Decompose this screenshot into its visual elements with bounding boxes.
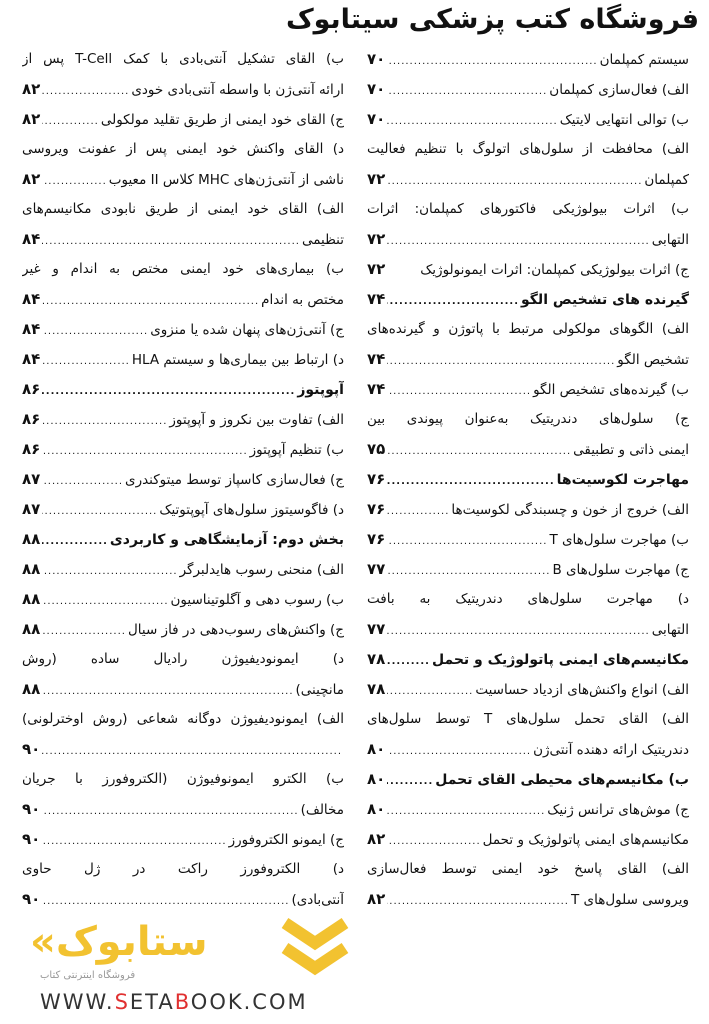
toc-entry xyxy=(367,464,689,494)
page-number: ۸۴ xyxy=(22,320,41,338)
toc-entry xyxy=(367,644,689,674)
toc-entry-title: گیرنده های تشخیص الگو xyxy=(521,292,689,308)
toc-entry-title: کمپلمان xyxy=(644,172,689,188)
page-number: ۸۶ xyxy=(22,410,41,428)
toc-entry-title: ب) گیرنده‌های تشخیص الگو xyxy=(533,382,689,398)
page-number: ۸۲ xyxy=(367,890,386,908)
toc-entry xyxy=(22,254,344,284)
dot-leader xyxy=(387,347,615,374)
chevron-logo-icon xyxy=(280,918,350,978)
page-number: ۸۸ xyxy=(22,590,41,608)
toc-entry-title: د) القای واکنش خود ایمنی پس از عفونت ویروسی xyxy=(22,141,344,157)
toc-entry-title: الف) القای تحمل سلول‌های T توسط سلول‌های xyxy=(367,711,689,727)
toc-entry xyxy=(22,644,344,674)
dot-leader xyxy=(42,317,148,344)
page-number: ۸۸ xyxy=(22,530,41,548)
toc-entry-title: ج) القای خود ایمنی از طریق تقلید مولکولی xyxy=(100,112,344,128)
toc-entry xyxy=(367,674,689,704)
toc-entry xyxy=(22,494,344,524)
toc-entry-title: ج) واکنش‌های رسوب‌دهی در فاز سیال xyxy=(127,622,344,638)
toc-entry-title: التهابی xyxy=(651,622,689,638)
toc-entry xyxy=(367,134,689,164)
page-number: ۷۸ xyxy=(367,680,386,698)
toc-entry xyxy=(367,224,689,254)
toc-entry-title: ب) بیماری‌های خود ایمنی مختص به اندام و غیر xyxy=(22,261,344,277)
toc-entry-title: مانچینی) xyxy=(295,682,344,698)
dot-leader xyxy=(387,77,547,104)
toc-entry xyxy=(22,554,344,584)
toc-entry xyxy=(22,614,344,644)
dot-leader xyxy=(387,677,473,704)
toc-entry-title: الف) فعال‌سازی کمپلمان xyxy=(549,82,689,98)
dot-leader xyxy=(387,527,547,554)
logo-url: WWW.SETABOOK.COM xyxy=(40,990,308,1014)
toc-entry-title: ج) موش‌های ترانس ژنیک xyxy=(547,802,689,818)
page-number: ۸۰ xyxy=(367,740,386,758)
page-number: ۸۲ xyxy=(22,170,41,188)
toc-entry xyxy=(22,374,344,404)
dot-leader xyxy=(387,617,649,644)
page-number: ۷۲ xyxy=(367,230,386,248)
toc-entry xyxy=(367,584,689,614)
toc-entry xyxy=(22,794,344,824)
toc-entry-title: ایمنی ذاتی و تطبیقی xyxy=(573,442,689,458)
dot-leader xyxy=(42,797,298,824)
toc-entry xyxy=(367,104,689,134)
dot-leader xyxy=(42,167,106,194)
page-number: ۸۲ xyxy=(367,830,386,848)
dot-leader xyxy=(387,497,449,524)
toc-entry-title: الف) الگوهای مولکولی مرتبط با پاتوژن و گیرنده‌های xyxy=(367,321,689,337)
toc-entry xyxy=(367,74,689,104)
toc-entry xyxy=(22,854,344,884)
page-number: ۷۴ xyxy=(367,380,386,398)
toc-entry xyxy=(367,344,689,374)
toc-entry xyxy=(22,884,344,914)
page-number: ۷۰ xyxy=(367,110,386,128)
toc-entry-title: الف) ایمونودیفیوژن دوگانه شعاعی (روش اوخترلونی) xyxy=(22,711,344,727)
dot-leader xyxy=(42,107,99,134)
page-number: ۹۰ xyxy=(22,740,41,758)
toc-entry-title: مکانیسم‌های ایمنی پاتولوژیک و تحمل xyxy=(431,652,689,668)
page-number: ۸۴ xyxy=(22,290,41,308)
dot-leader xyxy=(387,797,545,824)
toc-entry xyxy=(22,704,344,734)
dot-leader xyxy=(387,767,433,794)
toc-entry xyxy=(367,194,689,224)
page-number: ۸۸ xyxy=(22,560,41,578)
toc-entry-title: ب) مهاجرت سلول‌های T xyxy=(549,532,689,548)
page-number: ۸۰ xyxy=(367,800,386,818)
dot-leader xyxy=(387,287,519,314)
dot-leader xyxy=(387,647,430,674)
page-number: ۷۶ xyxy=(367,530,386,548)
toc-entry xyxy=(367,404,689,434)
toc-entry xyxy=(367,434,689,464)
toc-entry xyxy=(367,524,689,554)
page-number: ۷۷ xyxy=(367,560,386,578)
dot-leader xyxy=(387,167,642,194)
toc-entry-title: الف) انواع واکنش‌های ازدیاد حساسیت xyxy=(475,682,689,698)
page-number: ۷۵ xyxy=(367,440,386,458)
toc-entry xyxy=(367,794,689,824)
toc-entry xyxy=(22,524,344,554)
toc-entry-title: مختص به اندام xyxy=(261,292,344,308)
toc-entry xyxy=(367,764,689,794)
toc-entry xyxy=(367,494,689,524)
toc-entry-title: د) مهاجرت سلول‌های دندریتیک به بافت xyxy=(367,591,689,607)
toc-entry-title: ج) ایمونو الکتروفورز xyxy=(228,832,344,848)
toc-entry xyxy=(22,284,344,314)
dot-leader xyxy=(387,227,649,254)
logo-mark-icon: «ستابوک xyxy=(30,919,208,965)
page-number: ۸۴ xyxy=(22,230,41,248)
toc-entry xyxy=(22,224,344,254)
dot-leader xyxy=(42,77,129,104)
toc-entry-title: ب) القای تشکیل آنتی‌بادی با کمک T-Cell پس از xyxy=(22,51,344,67)
toc-entry-title: د) الکتروفورز راکت در ژل حاوی xyxy=(22,861,344,877)
toc-entry-title: ویروسی سلول‌های T xyxy=(570,892,689,908)
dot-leader xyxy=(387,887,569,914)
toc-entry xyxy=(367,614,689,644)
toc-entry-title: ب) تنظیم آپوپتوز xyxy=(249,442,344,458)
toc-entry xyxy=(367,734,689,764)
page-number: ۸۲ xyxy=(22,80,41,98)
setabook-logo xyxy=(30,918,360,1022)
page-number: ۸۰ xyxy=(367,770,386,788)
toc-entry xyxy=(22,824,344,854)
toc-entry-title: ج) اثرات بیولوژیکی کمپلمان: اثرات ایمونولوژیک xyxy=(420,262,689,278)
toc-entry-title: ب) رسوب دهی و آگلوتیناسیون xyxy=(170,592,344,608)
toc-entry xyxy=(22,734,344,764)
toc-entry-title: د) ارتباط بین بیماری‌ها و سیستم HLA xyxy=(131,352,344,368)
toc-entry xyxy=(22,764,344,794)
toc-entry-title: تشخیص الگو xyxy=(617,352,689,368)
toc-entry-title: الف) تفاوت بین نکروز و آپوپتوز xyxy=(169,412,344,428)
toc-entry xyxy=(367,44,689,74)
toc-entry xyxy=(367,824,689,854)
toc-entry-title: سیستم کمپلمان xyxy=(599,52,689,68)
toc-entry-title: ج) سلول‌های دندریتیک به‌عنوان پیوندی بین xyxy=(367,411,689,427)
page-number: ۸۷ xyxy=(22,500,41,518)
toc-entry xyxy=(22,404,344,434)
toc-entry-title: ب) مکانیسم‌های محیطی القای تحمل xyxy=(435,772,689,788)
page-number: ۸۸ xyxy=(22,620,41,638)
toc-entry-title: ارائه آنتی‌ژن با واسطه آنتی‌بادی خودی xyxy=(131,82,344,98)
page-number: ۷۲ xyxy=(367,260,386,278)
dot-leader xyxy=(42,227,300,254)
dot-leader xyxy=(42,587,168,614)
dot-leader xyxy=(387,377,531,404)
toc-entry-title: آنتی‌بادی) xyxy=(291,892,344,908)
dot-leader xyxy=(42,437,247,464)
toc-entry xyxy=(367,704,689,734)
page-number: ۸۴ xyxy=(22,350,41,368)
page-number: ۷۰ xyxy=(367,50,386,68)
page-number: ۷۰ xyxy=(367,80,386,98)
toc-entry-title: ج) آنتی‌ژن‌های پنهان شده یا منزوی xyxy=(150,322,344,338)
dot-leader xyxy=(42,377,295,404)
dot-leader xyxy=(42,617,126,644)
dot-leader xyxy=(42,467,123,494)
page-number: ۷۷ xyxy=(367,620,386,638)
toc-entry xyxy=(22,674,344,704)
page-number: ۷۲ xyxy=(367,170,386,188)
toc-entry xyxy=(22,464,344,494)
toc-entry-title: ناشی از آنتی‌ژن‌های MHC کلاس II معیوب xyxy=(108,172,344,188)
page-number: ۹۰ xyxy=(22,800,41,818)
dot-leader xyxy=(42,557,177,584)
toc-entry-title: تنظیمی xyxy=(301,232,344,248)
dot-leader xyxy=(42,497,157,524)
toc-entry-title: آپوپتوز xyxy=(297,382,344,398)
toc-entry-title: مهاجرت لکوسیت‌ها xyxy=(556,472,689,488)
toc-left-column xyxy=(22,44,344,914)
dot-leader xyxy=(387,47,597,74)
page-number: ۸۲ xyxy=(22,110,41,128)
toc-entry-title: ب) اثرات بیولوژیکی فاکتورهای کمپلمان: اثرات xyxy=(367,201,689,217)
page-number: ۹۰ xyxy=(22,830,41,848)
dot-leader xyxy=(42,677,293,704)
page-number: ۷۶ xyxy=(367,500,386,518)
dot-leader xyxy=(387,437,571,464)
dot-leader xyxy=(42,347,130,374)
toc-entry xyxy=(367,254,689,284)
toc-entry-title: الف) محافظت از سلول‌های اتولوگ با تنظیم فعالیت xyxy=(367,141,689,157)
toc-entry-title: د) ایمونودیفیوژن رادیال ساده (روش xyxy=(22,651,344,667)
page-number: ۷۴ xyxy=(367,350,386,368)
toc-entry xyxy=(367,314,689,344)
toc-entry xyxy=(22,194,344,224)
toc-entry xyxy=(22,104,344,134)
page-number: ۸۸ xyxy=(22,680,41,698)
toc-entry-title: د) فاگوسیتوز سلول‌های آپوپتوتیک xyxy=(159,502,344,518)
toc-entry xyxy=(367,884,689,914)
toc-entry xyxy=(22,584,344,614)
toc-entry-title: الف) القای پاسخ خود ایمنی توسط فعال‌سازی xyxy=(367,861,689,877)
watermark-title: فروشگاه کتب پزشکی سیتابوک xyxy=(285,4,699,35)
toc-entry-title: ج) فعال‌سازی کاسپاز توسط میتوکندری xyxy=(125,472,344,488)
toc-entry-title: الف) منحنی رسوب هایدلبرگر xyxy=(179,562,344,578)
toc-entry xyxy=(22,164,344,194)
toc-entry xyxy=(367,284,689,314)
toc-entry-title: دندریتیک ارائه دهنده آنتی‌ژن xyxy=(533,742,689,758)
toc-entry-title: التهابی xyxy=(651,232,689,248)
page-number: ۸۷ xyxy=(22,470,41,488)
dot-leader xyxy=(42,887,289,914)
dot-leader xyxy=(42,407,167,434)
toc-entry xyxy=(367,854,689,884)
toc-entry-title: مکانیسم‌های ایمنی پاتولوژیک و تحمل xyxy=(482,832,689,848)
dot-leader xyxy=(42,827,226,854)
dot-leader xyxy=(387,827,480,854)
logo-tagline: فروشگاه اینترنتی کتاب xyxy=(40,970,136,981)
dot-leader xyxy=(42,737,342,764)
dot-leader xyxy=(387,737,531,764)
toc-right-column xyxy=(367,44,689,914)
dot-leader xyxy=(387,557,550,584)
toc-entry xyxy=(367,374,689,404)
toc-entry xyxy=(22,74,344,104)
toc-entry-title: الف) القای خود ایمنی از طریق نابودی مکانیسم‌های xyxy=(22,201,344,217)
page-number: ۸۶ xyxy=(22,380,41,398)
toc-entry xyxy=(22,314,344,344)
toc-entry-title: ب) الکترو ایمونوفیوژن (الکتروفورز با جریان xyxy=(22,771,344,787)
dot-leader xyxy=(387,467,554,494)
toc-entry xyxy=(22,134,344,164)
toc-entry xyxy=(22,44,344,74)
page-number: ۷۴ xyxy=(367,290,386,308)
page-number: ۸۶ xyxy=(22,440,41,458)
dot-leader xyxy=(387,107,557,134)
toc-entry-title: الف) خروج از خون و چسبندگی لکوسیت‌ها xyxy=(451,502,689,518)
toc-entry xyxy=(367,554,689,584)
page-number: ۷۸ xyxy=(367,650,386,668)
toc-entry-title: بخش دوم: آزمایشگاهی و کاربردی xyxy=(109,532,344,548)
dot-leader xyxy=(42,287,259,314)
dot-leader xyxy=(42,527,108,554)
toc-entry-title: مخالف) xyxy=(300,802,344,818)
toc-entry-title: ب) توالی انتهایی لایتیک xyxy=(559,112,689,128)
page-number: ۹۰ xyxy=(22,890,41,908)
page-number: ۷۶ xyxy=(367,470,386,488)
toc-entry xyxy=(22,344,344,374)
toc-entry-title: ج) مهاجرت سلول‌های B xyxy=(552,562,689,578)
toc-entry xyxy=(22,434,344,464)
toc-entry xyxy=(367,164,689,194)
